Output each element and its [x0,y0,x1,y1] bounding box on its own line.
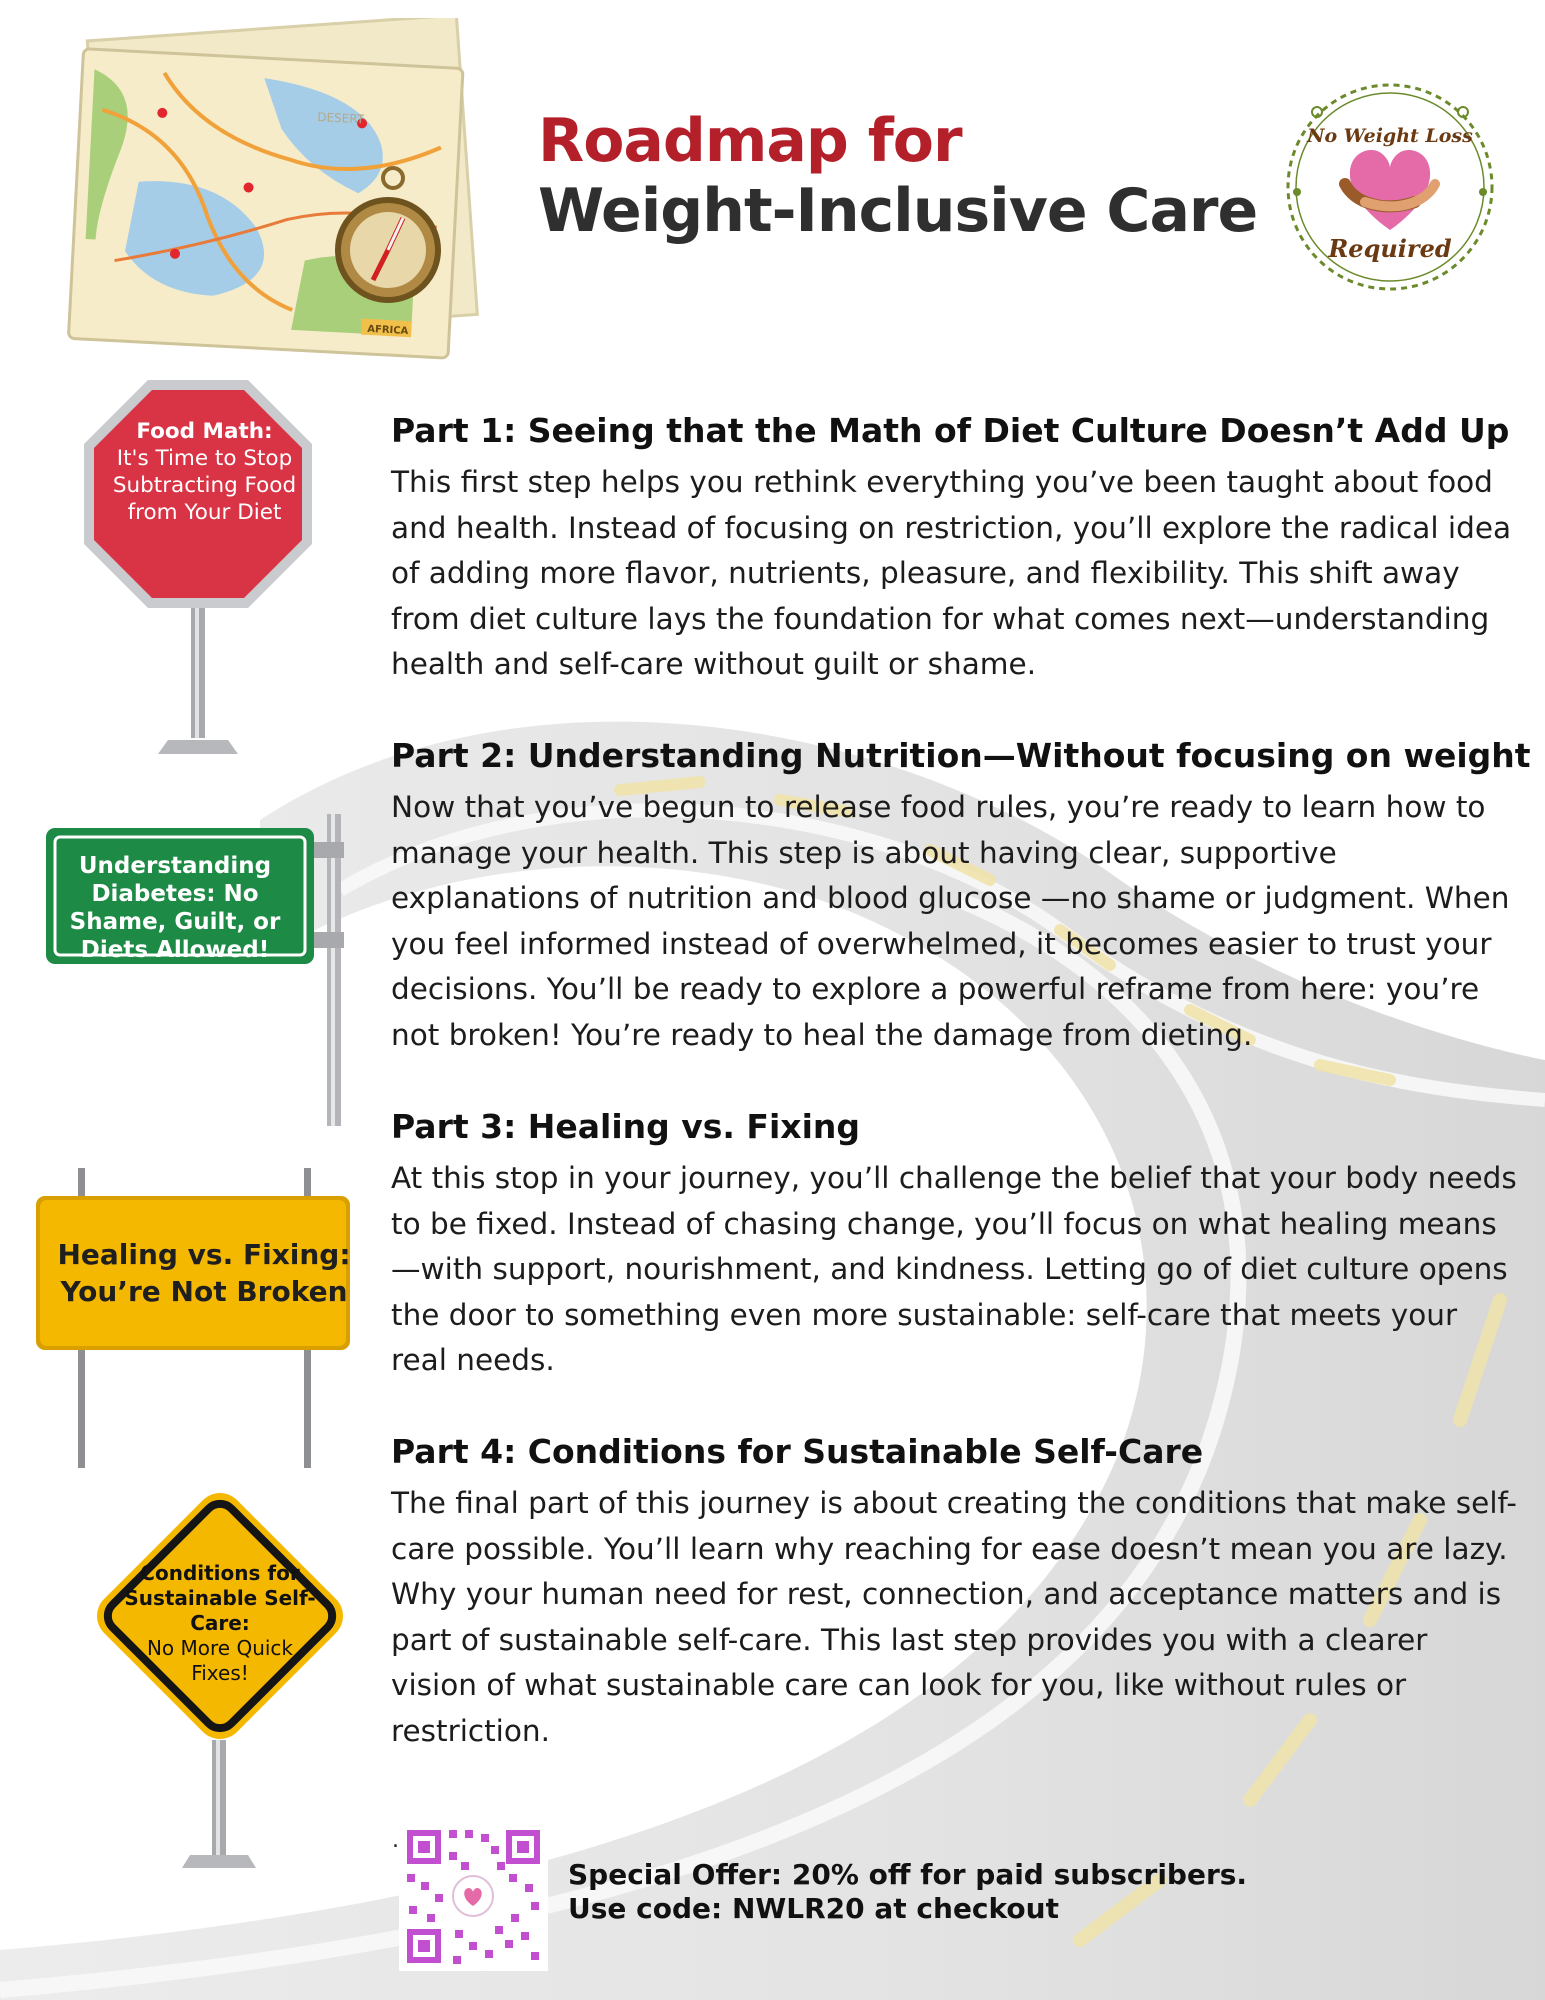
sign-food-math-text [112,418,297,526]
sign-self-care-body: No More Quick Fixes! [146,1636,294,1685]
section-heading: Part 3: Healing vs. Fixing [391,1107,860,1146]
section-body: This first step helps you rethink everything you’ve been taught about food and health. Instead of focusing on restriction, you’ll explore the radical idea of adding more flavor, nutrients, pleasure, and flexibility. This shift away from diet culture lays the foundation for what comes next—understanding health and self-care without guilt or shame. [391,465,1512,681]
section-heading: Part 2: Understanding Nutrition—Without focusing on weight [391,736,1531,775]
svg-text:DESERT: DESERT [316,110,365,127]
page-title-line1: Roadmap for [538,106,962,176]
heart-hug-icon [1345,150,1435,230]
sign-diabetes-text: Understanding Diabetes: No Shame, Guilt, or Diets Allowed! [69,853,281,963]
yellow-sign-healing [34,1166,354,1471]
section-heading: Part 1: Seeing that the Math of Diet Culture Doesn’t Add Up [391,411,1510,450]
special-offer-line1: Special Offer: 20% off for paid subscribers. [568,1858,1248,1891]
sign-food-math-body: It's Time to Stop Subtracting Food from Your Diet [112,446,297,525]
section-part-1 [391,410,1521,688]
special-offer-line2: Use code: NWLR20 at checkout [568,1892,1059,1925]
svg-text:Required: Required [1328,234,1452,263]
svg-text:AFRICA: AFRICA [366,323,409,338]
brand-logo [1275,72,1505,302]
sign-self-care-title: Conditions for Sustainable Self-Care: [124,1561,316,1635]
section-part-2 [391,735,1531,1058]
section-heading: Part 4: Conditions for Sustainable Self-Care [391,1432,1204,1471]
map-illustration [58,18,493,363]
stray-dot: . [392,1828,399,1853]
section-body: The final part of this journey is about creating the conditions that make self-care possible. You’ll learn why reaching for ease doesn’t mean you are lazy. Why your human need for rest, connection, and acceptance matters and is part of sustainable self-care. This last step provides you with a clearer vision of what sustainable care can look for you, like without rules or restriction. [391,1486,1517,1748]
sign-food-math-title: Food Math: [136,419,273,444]
sign-healing-text: Healing vs. Fixing: You’re Not Broken [57,1238,351,1308]
sign-self-care-text [120,1561,320,1686]
special-offer [568,1858,1247,1926]
section-body: At this stop in your journey, you’ll challenge the belief that your body needs to be fixed. Instead of chasing change, you’ll focus on what healing means—with support, nourishment, and kindness. Letting go of diet culture opens the door to something even more sustainable: self-care that meets your real needs. [391,1161,1517,1377]
qr-code-icon[interactable] [399,1822,548,1971]
page-title-line2: Weight-Inclusive Care [538,176,1258,246]
section-part-4 [391,1431,1521,1754]
section-part-3 [391,1106,1521,1384]
section-body: Now that you’ve begun to release food rules, you’re ready to learn how to manage your health. This step is about having clear, supportive explanations of nutrition and blood glucose —no shame or judgment. When you feel informed instead of overwhelmed, it becomes easier to trust your decisions. You’ll be ready to explore a powerful reframe from here: you’re not broken! You’re ready to heal the damage from dieting. [391,790,1510,1052]
svg-text:No Weight Loss: No Weight Loss [1307,125,1473,147]
